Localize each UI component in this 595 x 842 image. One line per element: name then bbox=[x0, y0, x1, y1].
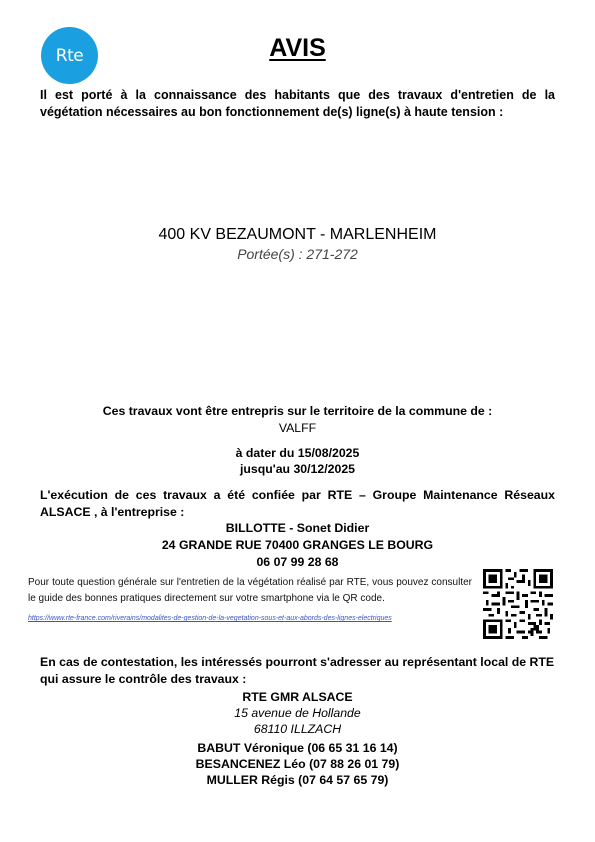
date-to: jusqu'au 30/12/2025 bbox=[239, 462, 356, 476]
line-portees: Portée(s) : 271-272 bbox=[237, 246, 358, 262]
execution-text: L'exécution de ces travaux a été confiée par RTE – Groupe Maintenance Réseaux ALSACE , à l'entreprise : bbox=[40, 488, 555, 519]
rep-address-street: 15 avenue de Hollande bbox=[234, 706, 361, 720]
contestation-text: En cas de contestation, les intéressés pourront s'adresser au représentant local de RTE qui assure le contrôle des travaux : bbox=[40, 655, 555, 686]
guide-link[interactable]: https://www.rte-france.com/riverains/modalites-de-gestion-de-la-vegetation-sous-et-aux-abords-des-lignes-electriques bbox=[28, 615, 392, 622]
contact-line: BESANCENEZ Léo (07 88 26 01 79) bbox=[195, 757, 400, 771]
rep-name: RTE GMR ALSACE bbox=[242, 690, 353, 704]
contact-line: MULLER Régis (07 64 57 65 79) bbox=[206, 773, 389, 787]
date-from: à dater du 15/08/2025 bbox=[235, 446, 360, 460]
line-name: 400 KV BEZAUMONT - MARLENHEIM bbox=[158, 226, 437, 243]
logo-text: Rte bbox=[55, 45, 84, 66]
page-title: AVIS bbox=[269, 34, 326, 62]
rep-address-city: 68110 ILLZACH bbox=[253, 722, 342, 736]
qr-info-text: Pour toute question générale sur l'entretien de la végétation réalisé par RTE, vous pouvez consulter le guide des bonnes pratiques directement sur votre smartphone via le QR code. bbox=[28, 577, 472, 604]
qr-code-icon[interactable] bbox=[483, 569, 553, 639]
intro-text: Il est porté à la connaissance des habitants que des travaux d'entretien de la végétation nécessaires au bon fonctionnement de(s) ligne(s) à haute tension : bbox=[40, 88, 555, 119]
commune-name: VALFF bbox=[278, 421, 317, 435]
company-name: BILLOTTE - Sonet Didier bbox=[225, 521, 370, 535]
company-phone: 06 07 99 28 68 bbox=[256, 555, 339, 569]
company-address: 24 GRANDE RUE 70400 GRANGES LE BOURG bbox=[161, 538, 434, 552]
contact-line: BABUT Véronique (06 65 31 16 14) bbox=[197, 741, 398, 755]
territory-text: Ces travaux vont être entrepris sur le territoire de la commune de : bbox=[102, 404, 493, 418]
